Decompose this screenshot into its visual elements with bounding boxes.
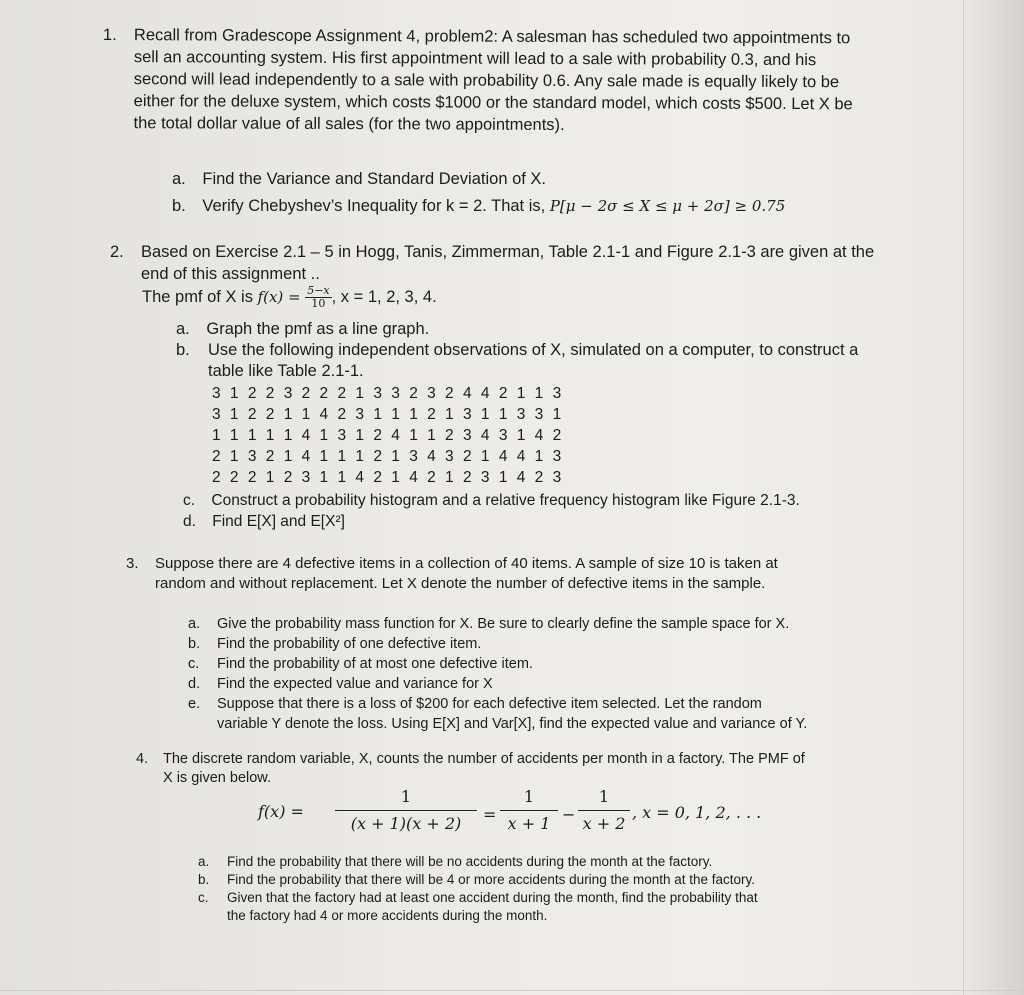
problem-3-item bbox=[188, 614, 807, 634]
problem-4-item bbox=[198, 871, 758, 889]
problem-3-item bbox=[188, 674, 807, 694]
problem-2-line: end of this assignment .. bbox=[141, 265, 320, 283]
problem-4-items bbox=[198, 853, 758, 925]
pmf-suffix: , x = 1, 2, 3, 4. bbox=[331, 288, 437, 306]
problem-3-item bbox=[188, 634, 807, 654]
item-label: b. bbox=[198, 872, 210, 887]
problem-4-line: The discrete random variable, X, counts the number of accidents per month in a factory. The PMF of bbox=[163, 751, 805, 767]
item-line: Find the probability of one defective item. bbox=[217, 636, 482, 652]
problem-4 bbox=[136, 750, 805, 788]
fraction-denominator: x + 2 bbox=[582, 814, 626, 833]
formula-fraction-3 bbox=[578, 787, 630, 833]
observation-row: 3 1 2 2 1 1 4 2 3 1 1 1 2 1 3 1 1 3 3 1 bbox=[212, 406, 562, 423]
problem-3-line: Suppose there are 4 defective items in a collection of 40 items. A sample of size 10 is taken at bbox=[155, 555, 778, 572]
problem-4-number: 4. bbox=[136, 751, 149, 767]
item-line: Suppose that there is a loss of $200 for each defective item selected. Let the random bbox=[217, 696, 762, 712]
problem-2-item-c bbox=[183, 490, 800, 512]
problem-1-item-a bbox=[172, 168, 546, 190]
page-edge-shadow bbox=[962, 0, 1024, 995]
problem-1-line: Recall from Gradescope Assignment 4, problem2: A salesman has scheduled two appointments to bbox=[133, 26, 851, 48]
observation-row: 1 1 1 1 1 4 1 3 1 2 4 1 1 2 3 4 3 1 4 2 bbox=[212, 427, 562, 444]
problem-3-items bbox=[188, 614, 807, 734]
item-line: Find the probability that there will be no accidents during the month at the factory. bbox=[227, 854, 713, 869]
formula-fraction-2 bbox=[500, 787, 558, 833]
item-label: d. bbox=[183, 513, 196, 530]
item-line: variable Y denote the loss. Using E[X] and Var[X], find the expected value and variance of Y. bbox=[217, 716, 808, 732]
problem-3-item bbox=[188, 654, 807, 674]
item-text: Graph the pmf as a line graph. bbox=[206, 320, 430, 338]
problem-2-item-b bbox=[176, 340, 858, 382]
page-edge-line bbox=[963, 0, 964, 995]
problem-2-line: Based on Exercise 2.1 – 5 in Hogg, Tanis, Zimmerman, Table 2.1-1 and Figure 2.1-3 are given at the bbox=[141, 243, 875, 261]
item-label: d. bbox=[188, 676, 201, 692]
problem-3 bbox=[126, 554, 778, 594]
page-bottom-line bbox=[0, 990, 1024, 991]
item-label: a. bbox=[188, 616, 201, 632]
item-label: e. bbox=[188, 696, 201, 712]
problem-1-item-b bbox=[172, 195, 785, 217]
item-line: Find the probability that there will be 4 or more accidents during the month at the factory. bbox=[227, 872, 756, 887]
problem-2-pmf bbox=[142, 284, 437, 310]
item-line: the factory had 4 or more accidents during the month. bbox=[227, 908, 548, 923]
item-line: Given that the factory had at least one accident during the month, find the probability that bbox=[227, 890, 758, 905]
formula-tail: , x = 0, 1, 2, . . . bbox=[632, 803, 762, 822]
item-line: Give the probability mass function for X. Be sure to clearly define the sample space for X. bbox=[217, 616, 790, 632]
item-label: a. bbox=[198, 854, 210, 869]
formula-equals: = bbox=[483, 805, 497, 824]
chebyshev-expression: P[μ − 2σ ≤ X ≤ μ + 2σ] ≥ 0.75 bbox=[549, 197, 786, 215]
item-text: Construct a probability histogram and a relative frequency histogram like Figure 2.1-3. bbox=[211, 492, 800, 509]
item-line: table like Table 2.1-1. bbox=[208, 362, 364, 380]
fraction-denominator: x + 1 bbox=[507, 814, 551, 833]
problem-2-item-d bbox=[183, 511, 345, 533]
problem-1-line: either for the deluxe system, which costs $1000 or the standard model, which costs $500. Let X be bbox=[133, 92, 853, 114]
problem-4-item bbox=[198, 889, 758, 925]
observation-table bbox=[212, 383, 561, 488]
item-text: Find E[X] and E[X²] bbox=[212, 513, 345, 530]
pmf-prefix: The pmf of X is bbox=[142, 288, 253, 306]
fraction-numerator: 1 bbox=[578, 787, 630, 811]
observation-row: 2 2 2 1 2 3 1 1 4 2 1 4 2 1 2 3 1 4 2 3 bbox=[212, 469, 562, 486]
item-label: a. bbox=[172, 170, 186, 188]
fraction-numerator: 1 bbox=[500, 787, 558, 811]
problem-2-item-a bbox=[176, 318, 429, 340]
item-label: b. bbox=[172, 197, 186, 215]
problem-3-line: random and without replacement. Let X denote the number of defective items in the sample. bbox=[155, 575, 766, 592]
formula-fraction-1 bbox=[335, 787, 477, 833]
problem-1-line: sell an accounting system. His first appointment will lead to a sale with probability 0.3, and his bbox=[133, 48, 817, 70]
item-label: c. bbox=[198, 890, 209, 905]
item-label: b. bbox=[188, 636, 201, 652]
problem-1-number: 1. bbox=[102, 25, 117, 45]
problem-3-item bbox=[188, 694, 807, 734]
formula-lhs: f(x) = bbox=[258, 802, 304, 821]
problem-4-line: X is given below. bbox=[163, 770, 272, 786]
item-line: Find the expected value and variance for X bbox=[217, 676, 493, 692]
pmf-denominator: 10 bbox=[311, 297, 326, 311]
item-label: c. bbox=[188, 656, 200, 672]
item-text: Verify Chebyshev’s Inequality for k = 2. That is, bbox=[202, 197, 546, 215]
problem-3-number: 3. bbox=[126, 555, 139, 572]
problem-1-line: second will lead independently to a sale with probability 0.6. Any sale made is equally likely to be bbox=[133, 70, 840, 92]
item-line: Use the following independent observations of X, simulated on a computer, to construct a bbox=[208, 341, 859, 359]
fraction-numerator: 1 bbox=[335, 787, 477, 811]
item-label: a. bbox=[176, 320, 190, 338]
observation-row: 2 1 3 2 1 4 1 1 1 2 1 3 4 3 2 1 4 4 1 3 bbox=[212, 448, 562, 465]
formula-minus: − bbox=[562, 805, 576, 824]
item-line: Find the probability of at most one defective item. bbox=[217, 656, 533, 672]
item-text: Find the Variance and Standard Deviation of X. bbox=[202, 170, 547, 188]
problem-2 bbox=[110, 241, 930, 285]
item-label: c. bbox=[183, 492, 196, 509]
fraction-denominator: (x + 1)(x + 2) bbox=[350, 814, 462, 833]
pmf-numerator: 5−x bbox=[307, 284, 330, 298]
observation-row: 3 1 2 2 3 2 2 2 1 3 3 2 3 2 4 4 2 1 1 3 bbox=[212, 385, 562, 402]
problem-1 bbox=[103, 24, 943, 138]
problem-2-number: 2. bbox=[110, 243, 124, 261]
item-label: b. bbox=[176, 341, 190, 359]
problem-4-item bbox=[198, 853, 758, 871]
problem-1-line: the total dollar value of all sales (for the two appointments). bbox=[133, 114, 565, 135]
pmf-fx: f(x) = bbox=[257, 288, 301, 306]
pmf-fraction bbox=[305, 285, 331, 310]
